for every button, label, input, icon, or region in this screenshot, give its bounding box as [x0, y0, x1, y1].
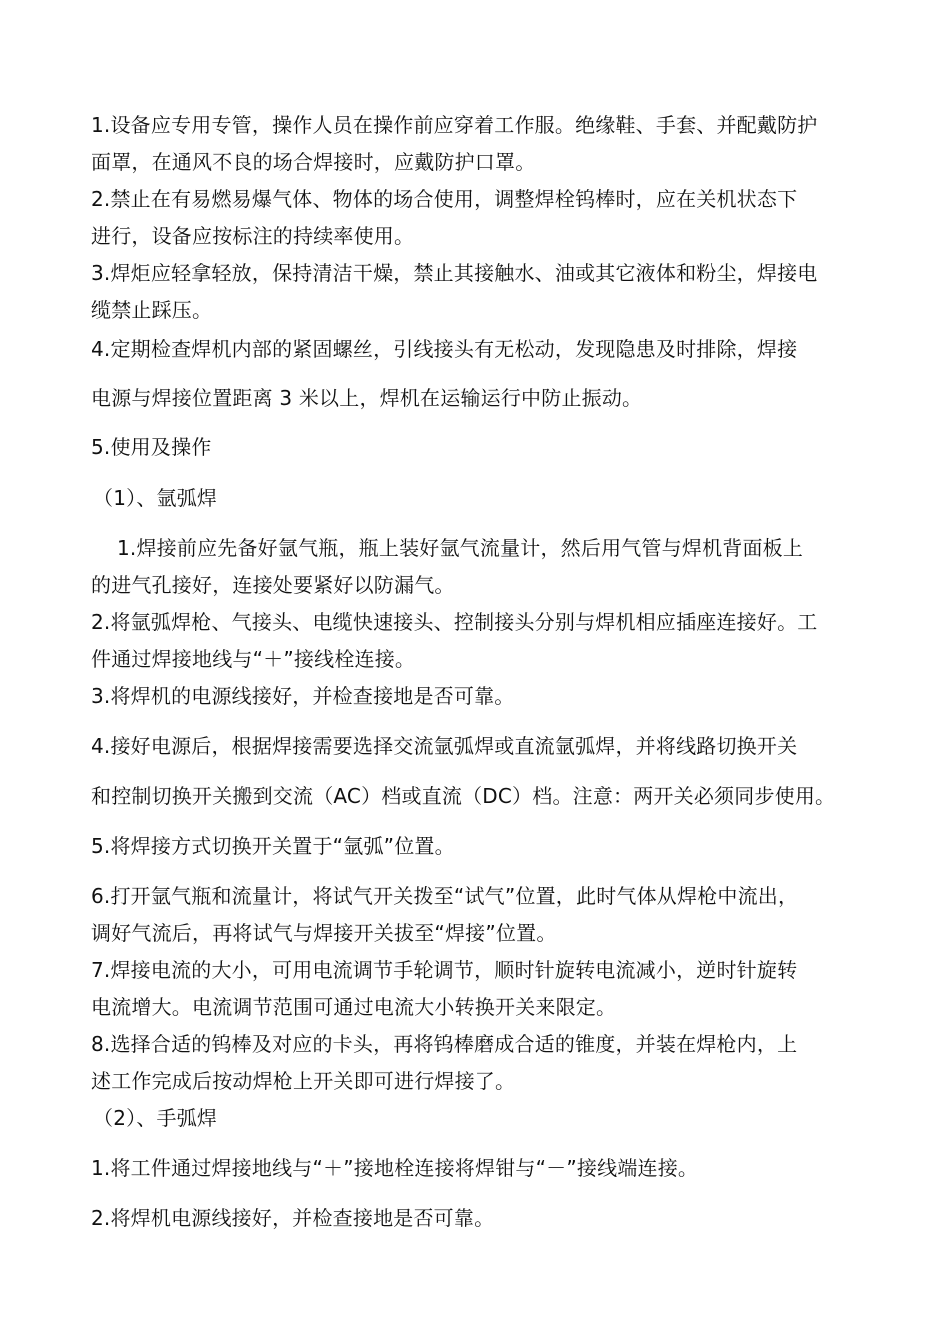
text-line: 电源与焊接位置距离 3 米以上，焊机在运输运行中防止振动。 [91, 386, 643, 410]
text-line: 1.设备应专用专管，操作人员在操作前应穿着工作服。绝缘鞋、手套、并配戴防护 [91, 113, 818, 137]
text-line: 调好气流后，再将试气与焊接开关拔至“焊接”位置。 [91, 921, 557, 945]
text-line: 3.将焊机的电源线接好，并检查接地是否可靠。 [91, 684, 515, 708]
text-line: 1.将工件通过焊接地线与“＋”接地栓连接将焊钳与“－”接线端连接。 [91, 1156, 699, 1180]
text-line: 的进气孔接好，连接处要紧好以防漏气。 [91, 573, 455, 597]
text-line: 2.将氩弧焊枪、气接头、电缆快速接头、控制接头分别与焊机相应插座连接好。工 [91, 610, 818, 634]
section-heading: 5.使用及操作 [91, 435, 212, 459]
text-line: 4.接好电源后，根据焊接需要选择交流氩弧焊或直流氩弧焊，并将线路切换开关 [91, 734, 798, 758]
text-line: 3.焊炬应轻拿轻放，保持清洁干燥，禁止其接触水、油或其它液体和粉尘，焊接电 [91, 261, 818, 285]
text-line: 8.选择合适的钨棒及对应的卡头，再将钨棒磨成合适的锥度，并装在焊枪内，上 [91, 1032, 798, 1056]
text-line: 电流增大。电流调节范围可通过电流大小转换开关来限定。 [91, 995, 617, 1019]
text-line: 5.将焊接方式切换开关置于“氩弧”位置。 [91, 834, 455, 858]
text-line: 述工作完成后按动焊枪上开关即可进行焊接了。 [91, 1069, 516, 1093]
text-line: 2.禁止在有易燃易爆气体、物体的场合使用，调整焊栓钨棒时，应在关机状态下 [91, 187, 798, 211]
text-line: 7.焊接电流的大小，可用电流调节手轮调节，顺时针旋转电流减小，逆时针旋转 [91, 958, 798, 982]
subsection-heading: （2）、手弧焊 [93, 1106, 218, 1130]
text-line: 1.焊接前应先备好氩气瓶，瓶上装好氩气流量计，然后用气管与焊机背面板上 [117, 536, 804, 560]
text-line: 和控制切换开关搬到交流（AC）档或直流（DC）档。注意：两开关必须同步使用。 [91, 784, 836, 808]
text-line: 缆禁止踩压。 [91, 298, 213, 322]
text-line: 进行，设备应按标注的持续率使用。 [91, 224, 415, 248]
text-line: 面罩，在通风不良的场合焊接时，应戴防护口罩。 [91, 150, 536, 174]
text-line: 4.定期检查焊机内部的紧固螺丝，引线接头有无松动，发现隐患及时排除，焊接 [91, 337, 798, 361]
text-line: 件通过焊接地线与“＋”接线栓连接。 [91, 647, 416, 671]
text-line: 6.打开氩气瓶和流量计，将试气开关拨至“试气”位置，此时气体从焊枪中流出， [91, 884, 799, 908]
subsection-heading: （1）、氩弧焊 [93, 486, 218, 510]
text-line: 2.将焊机电源线接好，并检查接地是否可靠。 [91, 1206, 495, 1230]
